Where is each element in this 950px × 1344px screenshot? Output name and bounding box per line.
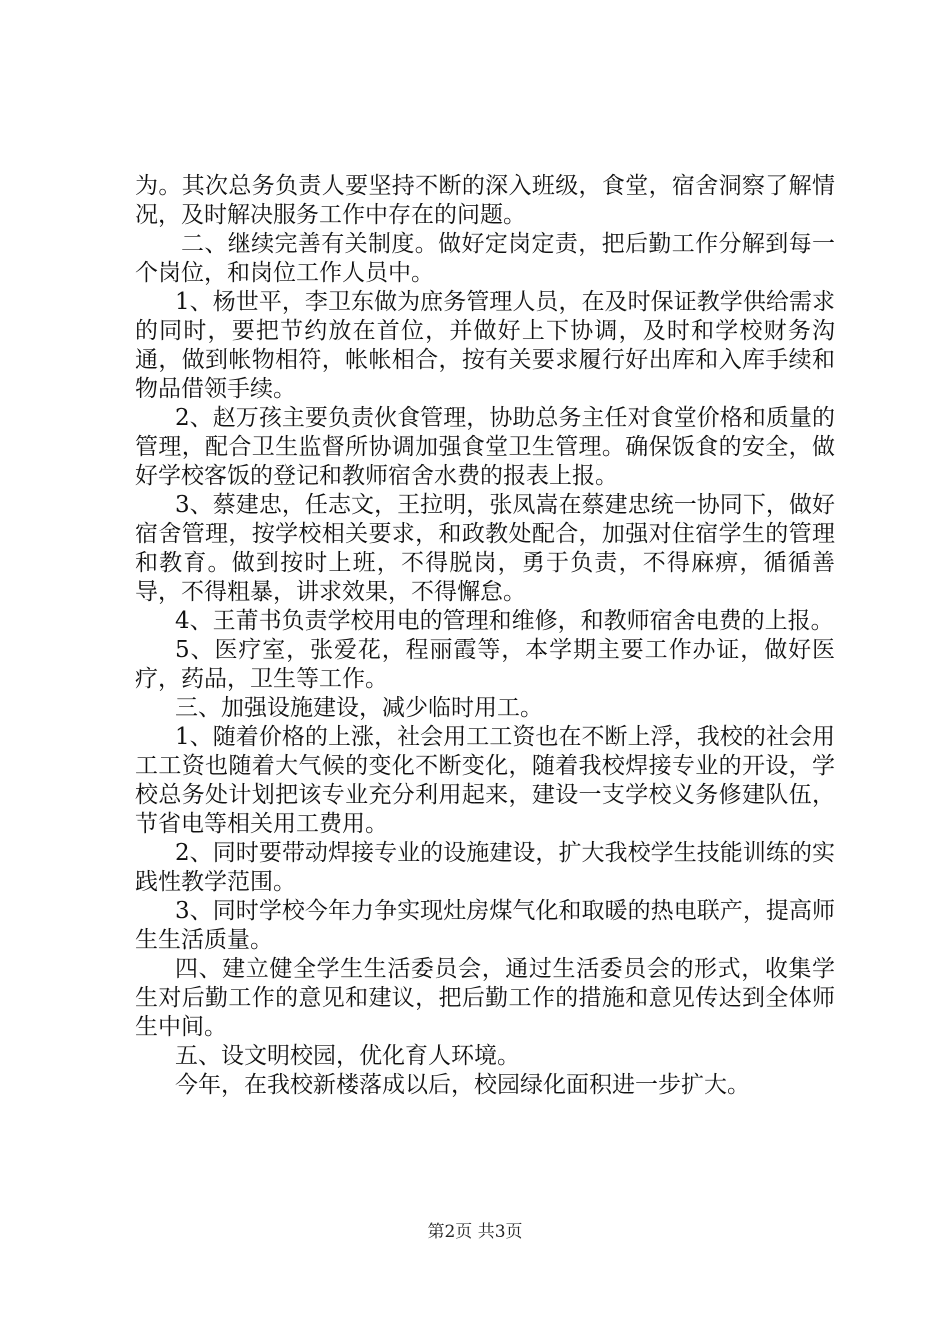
paragraph-item-1: 1、杨世平，李卫东做为庶务管理人员，在及时保证教学供给需求的同时，要把节约放在首位，并做好上下协调，及时和学校财务沟通，做到帐物相符，帐帐相合，按有关要求履行好出库和入库手续和物品借领手续。: [135, 289, 835, 402]
paragraph-section-five: 五、设文明校园，优化育人环境。: [175, 1043, 520, 1069]
paragraph-item-3: 3、蔡建忠，任志文，王拉明，张凤嵩在蔡建忠统一协同下，做好宿舍管理，按学校相关要求，和政教处配合，加强对住宿学生的管理和教育。做到按时上班，不得脱岗，勇于负责，不得麻痹，循循善导，不得粗暴，讲求效果，不得懈怠。: [135, 492, 835, 605]
paragraph-item-5: 5、医疗室，张爱花，程丽霞等，本学期主要工作办证，做好医疗，药品，卫生等工作。: [135, 637, 835, 692]
page-number-footer: 第2页 共3页: [427, 1222, 523, 1242]
document-body: [135, 172, 835, 1100]
paragraph-section-four: 四、建立健全学生生活委员会，通过生活委员会的形式，收集学生对后勤工作的意见和建议，把后勤工作的措施和意见传达到全体师生中间。: [135, 956, 835, 1040]
paragraph-continuation: 为。其次总务负责人要坚持不断的深入班级，食堂，宿舍洞察了解情况，及时解决服务工作中存在的问题。: [135, 173, 835, 228]
paragraph-item-3-2: 2、同时要带动焊接专业的设施建设，扩大我校学生技能训练的实践性教学范围。: [135, 840, 835, 895]
paragraph-item-2: 2、赵万孩主要负责伙食管理，协助总务主任对食堂价格和质量的管理，配合卫生监督所协调加强食堂卫生管理。确保饭食的安全，做好学校客饭的登记和教师宿舍水费的报表上报。: [135, 405, 835, 489]
paragraph-item-3-1: 1、随着价格的上涨，社会用工工资也在不断上浮，我校的社会用工工资也随着大气候的变化不断变化，随着我校焊接专业的开设，学校总务处计划把该专业充分利用起来，建设一支学校义务修建队伍，节省电等相关用工费用。: [135, 724, 835, 837]
paragraph-section-three: 三、加强设施建设，减少临时用工。: [175, 695, 543, 721]
paragraph-section-two: 二、继续完善有关制度。做好定岗定责，把后勤工作分解到每一个岗位，和岗位工作人员中。: [135, 231, 835, 286]
paragraph-item-3-3: 3、同时学校今年力争实现灶房煤气化和取暖的热电联产，提高师生生活质量。: [135, 898, 835, 953]
paragraph-closing: 今年，在我校新楼落成以后，校园绿化面积进一步扩大。: [175, 1072, 750, 1098]
paragraph-item-4: 4、王莆书负责学校用电的管理和维修，和教师宿舍电费的上报。: [175, 608, 834, 634]
